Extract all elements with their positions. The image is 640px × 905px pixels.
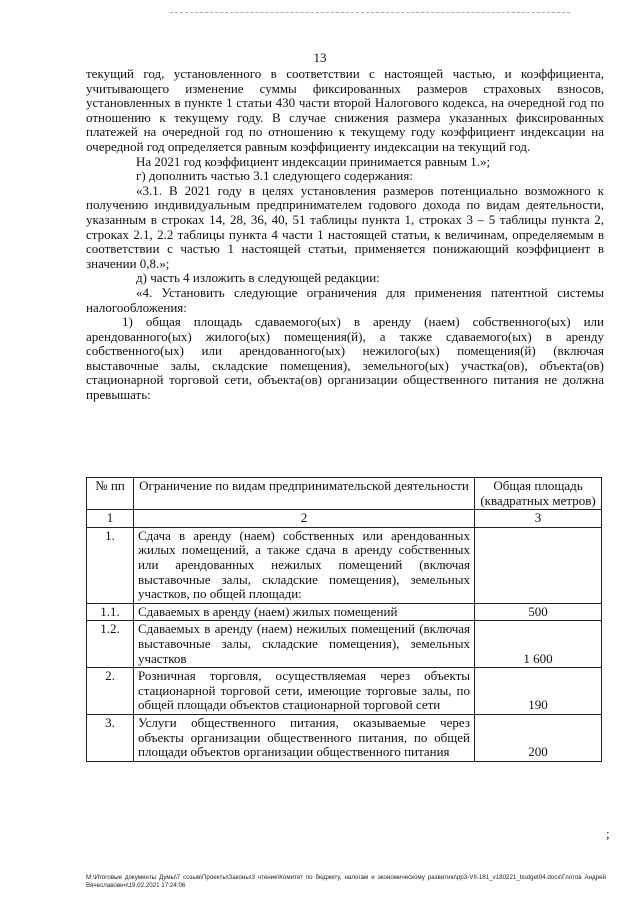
row-text: Розничная торговля, осуществляемая через объекты стационарной торговой сети, имеющие торговые залы, по общей площади объектов стационарной торговой сети (134, 668, 475, 715)
table-row (87, 668, 602, 715)
row-number: 3. (87, 714, 134, 761)
paragraph-coefficient-2021: На 2021 год коэффициент индексации принимается равным 1.»; (136, 153, 491, 169)
page-number: 13 (313, 50, 327, 65)
numbering-cell: 3 (475, 510, 602, 528)
paragraph-part-3-1: «3.1. В 2021 году в целях установления размеров потенциально возможного к получению индивидуальным предпринимателем годового дохода по видам деятельности, указанным в строках 14, 28, 36, 40, 51 таблицы пункта 1, строках 3 – 5 таблицы пункта 2, строках 2.1, 2.2 таблицы пункта 4 части 1 настоящей статьи, к величинам, определяемым в соответствии с частью 1 настоящей статьи, применяется понижающий коэффициент в значении 0,8.»; (86, 182, 604, 271)
numbering-cell: 2 (134, 510, 475, 528)
table-row (87, 621, 602, 668)
row-area: 1 600 (475, 621, 602, 668)
scan-top-border (170, 12, 570, 14)
file-path-footer: М:\Итоговые документы Думы\7 созыв\Проекты\Законы\3 чтение\Комитет по бюджету, налогам и экономическому развитию\pp3-VII-181_v180221_budget04.docx\Глотов Андрей Вячеславович\19.02.2021 17:24:06 (86, 874, 606, 889)
row-area: 200 (475, 714, 602, 761)
paragraph-part-4: «4. Установить следующие ограничения для применения патентной системы налогообложения: (86, 284, 604, 315)
header-number: № пп (87, 478, 134, 510)
header-restriction: Ограничение по видам предпринимательской деятельности (134, 478, 475, 510)
row-number: 1. (87, 527, 134, 603)
document-body (86, 67, 604, 403)
row-area (475, 527, 602, 603)
table-numbering-row (87, 510, 602, 528)
paragraph-continuation: текущий год, установленного в соответствии с настоящей частью, и коэффициента, учитывающего изменение суммы фиксированных размеров страховых взносов, установленных в пункте 1 статьи 430 части второй Налогового кодекса, на очередной год по отношению к текущему году. В случае снижения размера указанных фиксированных платежей на очередной год по отношению к текущему году коэффициент индексации на очередной год определяется равным коэффициенту индексации на текущий год. (86, 66, 604, 154)
area-limits-table (86, 477, 602, 762)
paragraph-item-d: д) часть 4 изложить в следующей редакции: (136, 270, 380, 286)
table-row (87, 527, 602, 603)
row-text: Сдача в аренду (наем) собственных или арендованных жилых помещений, а также сдача в аренду собственных или арендованных нежилых помещений (включая выставочные залы, складские помещения), земельных участков, по общей площади: (134, 527, 475, 603)
row-text: Сдаваемых в аренду (наем) нежилых помещений (включая выставочные залы, складские помещения), земельных участков (134, 621, 475, 668)
header-area: Общая площадь (квадратных метров) (475, 478, 602, 510)
paragraph-item-g: г) дополнить частью 3.1 следующего содержания: (136, 168, 413, 184)
trailing-semicolon: ; (606, 826, 610, 841)
row-number: 2. (87, 668, 134, 715)
row-text: Сдаваемых в аренду (наем) жилых помещений (134, 603, 475, 621)
row-area: 190 (475, 668, 602, 715)
paragraph-limit-1: 1) общая площадь сдаваемого(ых) в аренду (наем) собственного(ых) или арендованного(ых) жилого(ых) помещения(й), а также сдаваемого(ых) в аренду собственного(ых) или арендованного(ых) нежилого(ых) помещения(й) (включая выставочные залы, складские помещения), земельного(ых) участка(ов), объекта(ов) стационарной торговой сети, объекта(ов) организации общественного питания не должна превышать: (86, 314, 604, 403)
row-number: 1.1. (87, 603, 134, 621)
numbering-cell: 1 (87, 510, 134, 528)
table-row (87, 603, 602, 621)
table-row (87, 714, 602, 761)
row-number: 1.2. (87, 621, 134, 668)
row-area: 500 (475, 603, 602, 621)
table-header-row (87, 478, 602, 510)
row-text: Услуги общественного питания, оказываемые через объекты организации общественного питания, по общей площади объектов организации общественного питания (134, 714, 475, 761)
